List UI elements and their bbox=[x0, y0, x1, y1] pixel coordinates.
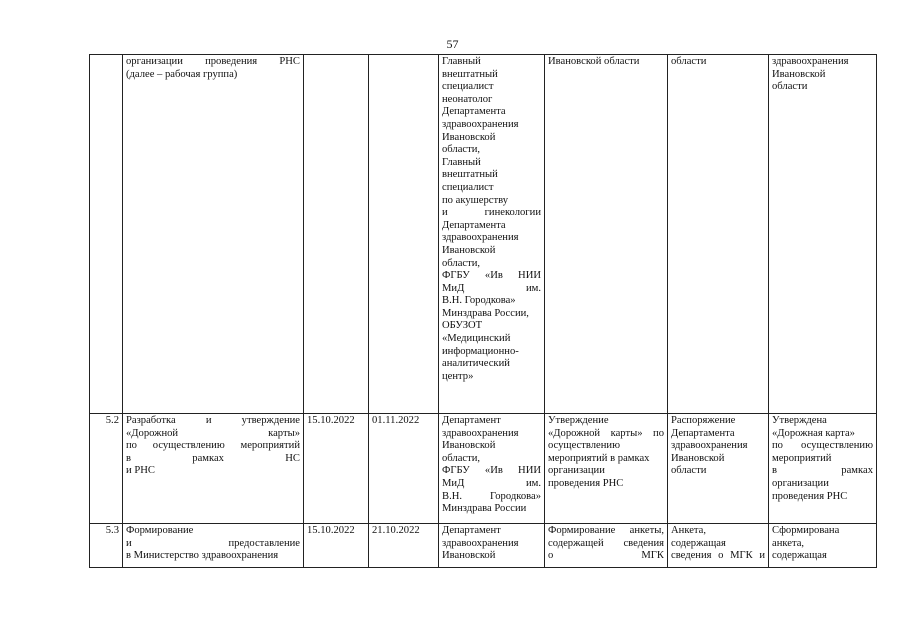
cell-text-line: В.Н. Городкова» bbox=[442, 295, 516, 307]
cell-text-line: в рамках НС bbox=[126, 452, 300, 464]
cell-text-line: по осуществлению bbox=[772, 440, 873, 452]
cell-text-line: области, bbox=[442, 257, 481, 269]
cell-text-line: ФГБУ «Ив НИИ bbox=[442, 465, 541, 477]
cell-text-line: Департамента bbox=[442, 106, 506, 118]
cell-text-line: Анкета, bbox=[671, 525, 707, 536]
cell-text-line: Минздрава России bbox=[442, 503, 527, 515]
cell-text-line: Департамента bbox=[671, 427, 735, 439]
cell-goal bbox=[545, 414, 668, 524]
cell-text-line: «Дорожной карты» bbox=[126, 427, 300, 439]
cell-text-line: Ивановской bbox=[442, 440, 496, 452]
cell-text-line: ОБУЗОТ bbox=[442, 320, 483, 332]
cell-text-line: области, bbox=[442, 144, 481, 156]
cell-text-line: аналитический bbox=[442, 358, 510, 370]
cell-text-line: центр» bbox=[442, 370, 474, 382]
cell-text-line: Департамент bbox=[442, 415, 501, 426]
action-line: организации проведения РНС bbox=[126, 56, 300, 67]
cell-result bbox=[769, 524, 877, 568]
cell-text-line: проведения РНС bbox=[772, 490, 848, 502]
cell-text-line: организации bbox=[548, 465, 605, 477]
cell-text-line: содержащей сведения bbox=[548, 537, 664, 549]
cell-text-line: по акушерству bbox=[442, 194, 509, 206]
cell-start-date: 15.10.2022 bbox=[304, 524, 369, 568]
cell-text-line: здравоохранения bbox=[442, 427, 519, 439]
cell-text-line: мероприятий в рамках bbox=[548, 452, 650, 464]
cell-start-date bbox=[304, 55, 369, 414]
cell-responsible bbox=[439, 524, 545, 568]
action-line: (далее – рабочая группа) bbox=[126, 68, 238, 80]
cell-document bbox=[668, 55, 769, 414]
cell-text-line: Ивановской bbox=[442, 244, 496, 256]
cell-text-line: содержащая bbox=[671, 537, 726, 549]
table-row bbox=[90, 55, 877, 414]
cell-text-line: сведения о МГК и bbox=[671, 550, 765, 562]
cell-end-date: 21.10.2022 bbox=[369, 524, 439, 568]
page-number: 57 bbox=[446, 37, 459, 51]
cell-text-line: Формирование анкеты, bbox=[548, 525, 664, 536]
cell-end-date: 01.11.2022 bbox=[369, 414, 439, 524]
cell-result bbox=[769, 55, 877, 414]
cell-text-line: организации bbox=[772, 477, 829, 489]
table-row bbox=[90, 524, 877, 568]
cell-text-line: В.Н. Городкова» bbox=[442, 490, 541, 502]
cell-text-line: неонатолог bbox=[442, 93, 493, 105]
cell-text-line: МиД им. bbox=[442, 477, 541, 489]
cell-text-line: Ивановской bbox=[671, 452, 725, 464]
cell-number: 5.2 bbox=[90, 414, 123, 524]
cell-result bbox=[769, 414, 877, 524]
cell-text-line: Ивановской bbox=[772, 68, 826, 80]
cell-text-line: области bbox=[671, 56, 707, 67]
cell-goal bbox=[545, 55, 668, 414]
cell-text-line: внештатный bbox=[442, 169, 498, 181]
cell-text-line: здравоохранения bbox=[772, 56, 849, 67]
cell-text-line: «Медицинский bbox=[442, 333, 511, 345]
cell-text-line: о МГК bbox=[548, 550, 664, 562]
cell-text-line: проведения РНС bbox=[548, 477, 624, 489]
cell-number bbox=[90, 55, 123, 414]
cell-responsible bbox=[439, 55, 545, 414]
cell-text-line: Формирование bbox=[126, 525, 194, 536]
cell-text-line: Ивановской bbox=[442, 550, 496, 562]
cell-text-line: мероприятий bbox=[772, 452, 832, 464]
cell-text-line: МиД им. bbox=[442, 282, 541, 294]
cell-text-line: Главный bbox=[442, 56, 481, 67]
cell-text-line: здравоохранения bbox=[671, 440, 748, 452]
cell-text-line: области bbox=[671, 465, 707, 477]
cell-text-line: Распоряжение bbox=[671, 415, 736, 426]
cell-text-line: Ивановской области bbox=[548, 56, 640, 67]
table-row bbox=[90, 414, 877, 524]
cell-end-date bbox=[369, 55, 439, 414]
cell-text-line: Сформирована bbox=[772, 525, 840, 536]
cell-text-line: осуществлению bbox=[548, 440, 620, 452]
cell-text-line: ФГБУ «Ив НИИ bbox=[442, 270, 541, 282]
cell-text-line: «Дорожная карта» bbox=[772, 427, 855, 439]
cell-text-line: в Министерство здравоохранения bbox=[126, 550, 279, 562]
cell-text-line: области bbox=[772, 81, 808, 93]
action-plan-table bbox=[89, 54, 877, 568]
cell-text-line: специалист bbox=[442, 81, 494, 93]
cell-text-line: Ивановской bbox=[442, 131, 496, 143]
cell-text-line: анкета, bbox=[772, 537, 805, 549]
cell-text-line: Департамент bbox=[442, 525, 501, 536]
cell-document bbox=[668, 524, 769, 568]
cell-text-line: Разработка и утверждение bbox=[126, 415, 300, 426]
table-body bbox=[90, 55, 877, 568]
cell-action bbox=[123, 55, 304, 414]
cell-text-line: и предоставление bbox=[126, 537, 300, 549]
cell-text-line: специалист bbox=[442, 181, 494, 193]
cell-action bbox=[123, 524, 304, 568]
cell-goal bbox=[545, 524, 668, 568]
cell-text-line: Утверждение bbox=[548, 415, 609, 426]
cell-text-line: области, bbox=[442, 452, 481, 464]
cell-text-line: содержащая bbox=[772, 550, 827, 562]
cell-text-line: «Дорожной карты» по bbox=[548, 427, 664, 439]
cell-text-line: внештатный bbox=[442, 68, 498, 80]
cell-start-date: 15.10.2022 bbox=[304, 414, 369, 524]
cell-text-line: Утверждена bbox=[772, 415, 827, 426]
cell-text-line: здравоохранения bbox=[442, 232, 519, 244]
cell-text-line: Главный bbox=[442, 156, 481, 168]
cell-text-line: и РНС bbox=[126, 465, 155, 477]
cell-text-line: здравоохранения bbox=[442, 537, 519, 549]
cell-text-line: и гинекологии bbox=[442, 207, 541, 219]
cell-responsible bbox=[439, 414, 545, 524]
cell-document bbox=[668, 414, 769, 524]
cell-number: 5.3 bbox=[90, 524, 123, 568]
cell-text-line: информационно- bbox=[442, 345, 519, 357]
cell-text-line: Минздрава России, bbox=[442, 307, 529, 319]
cell-text-line: здравоохранения bbox=[442, 118, 519, 130]
cell-action bbox=[123, 414, 304, 524]
cell-text-line: в рамках bbox=[772, 465, 873, 477]
cell-text-line: по осуществлению мероприятий bbox=[126, 440, 300, 452]
cell-text-line: Департамента bbox=[442, 219, 506, 231]
